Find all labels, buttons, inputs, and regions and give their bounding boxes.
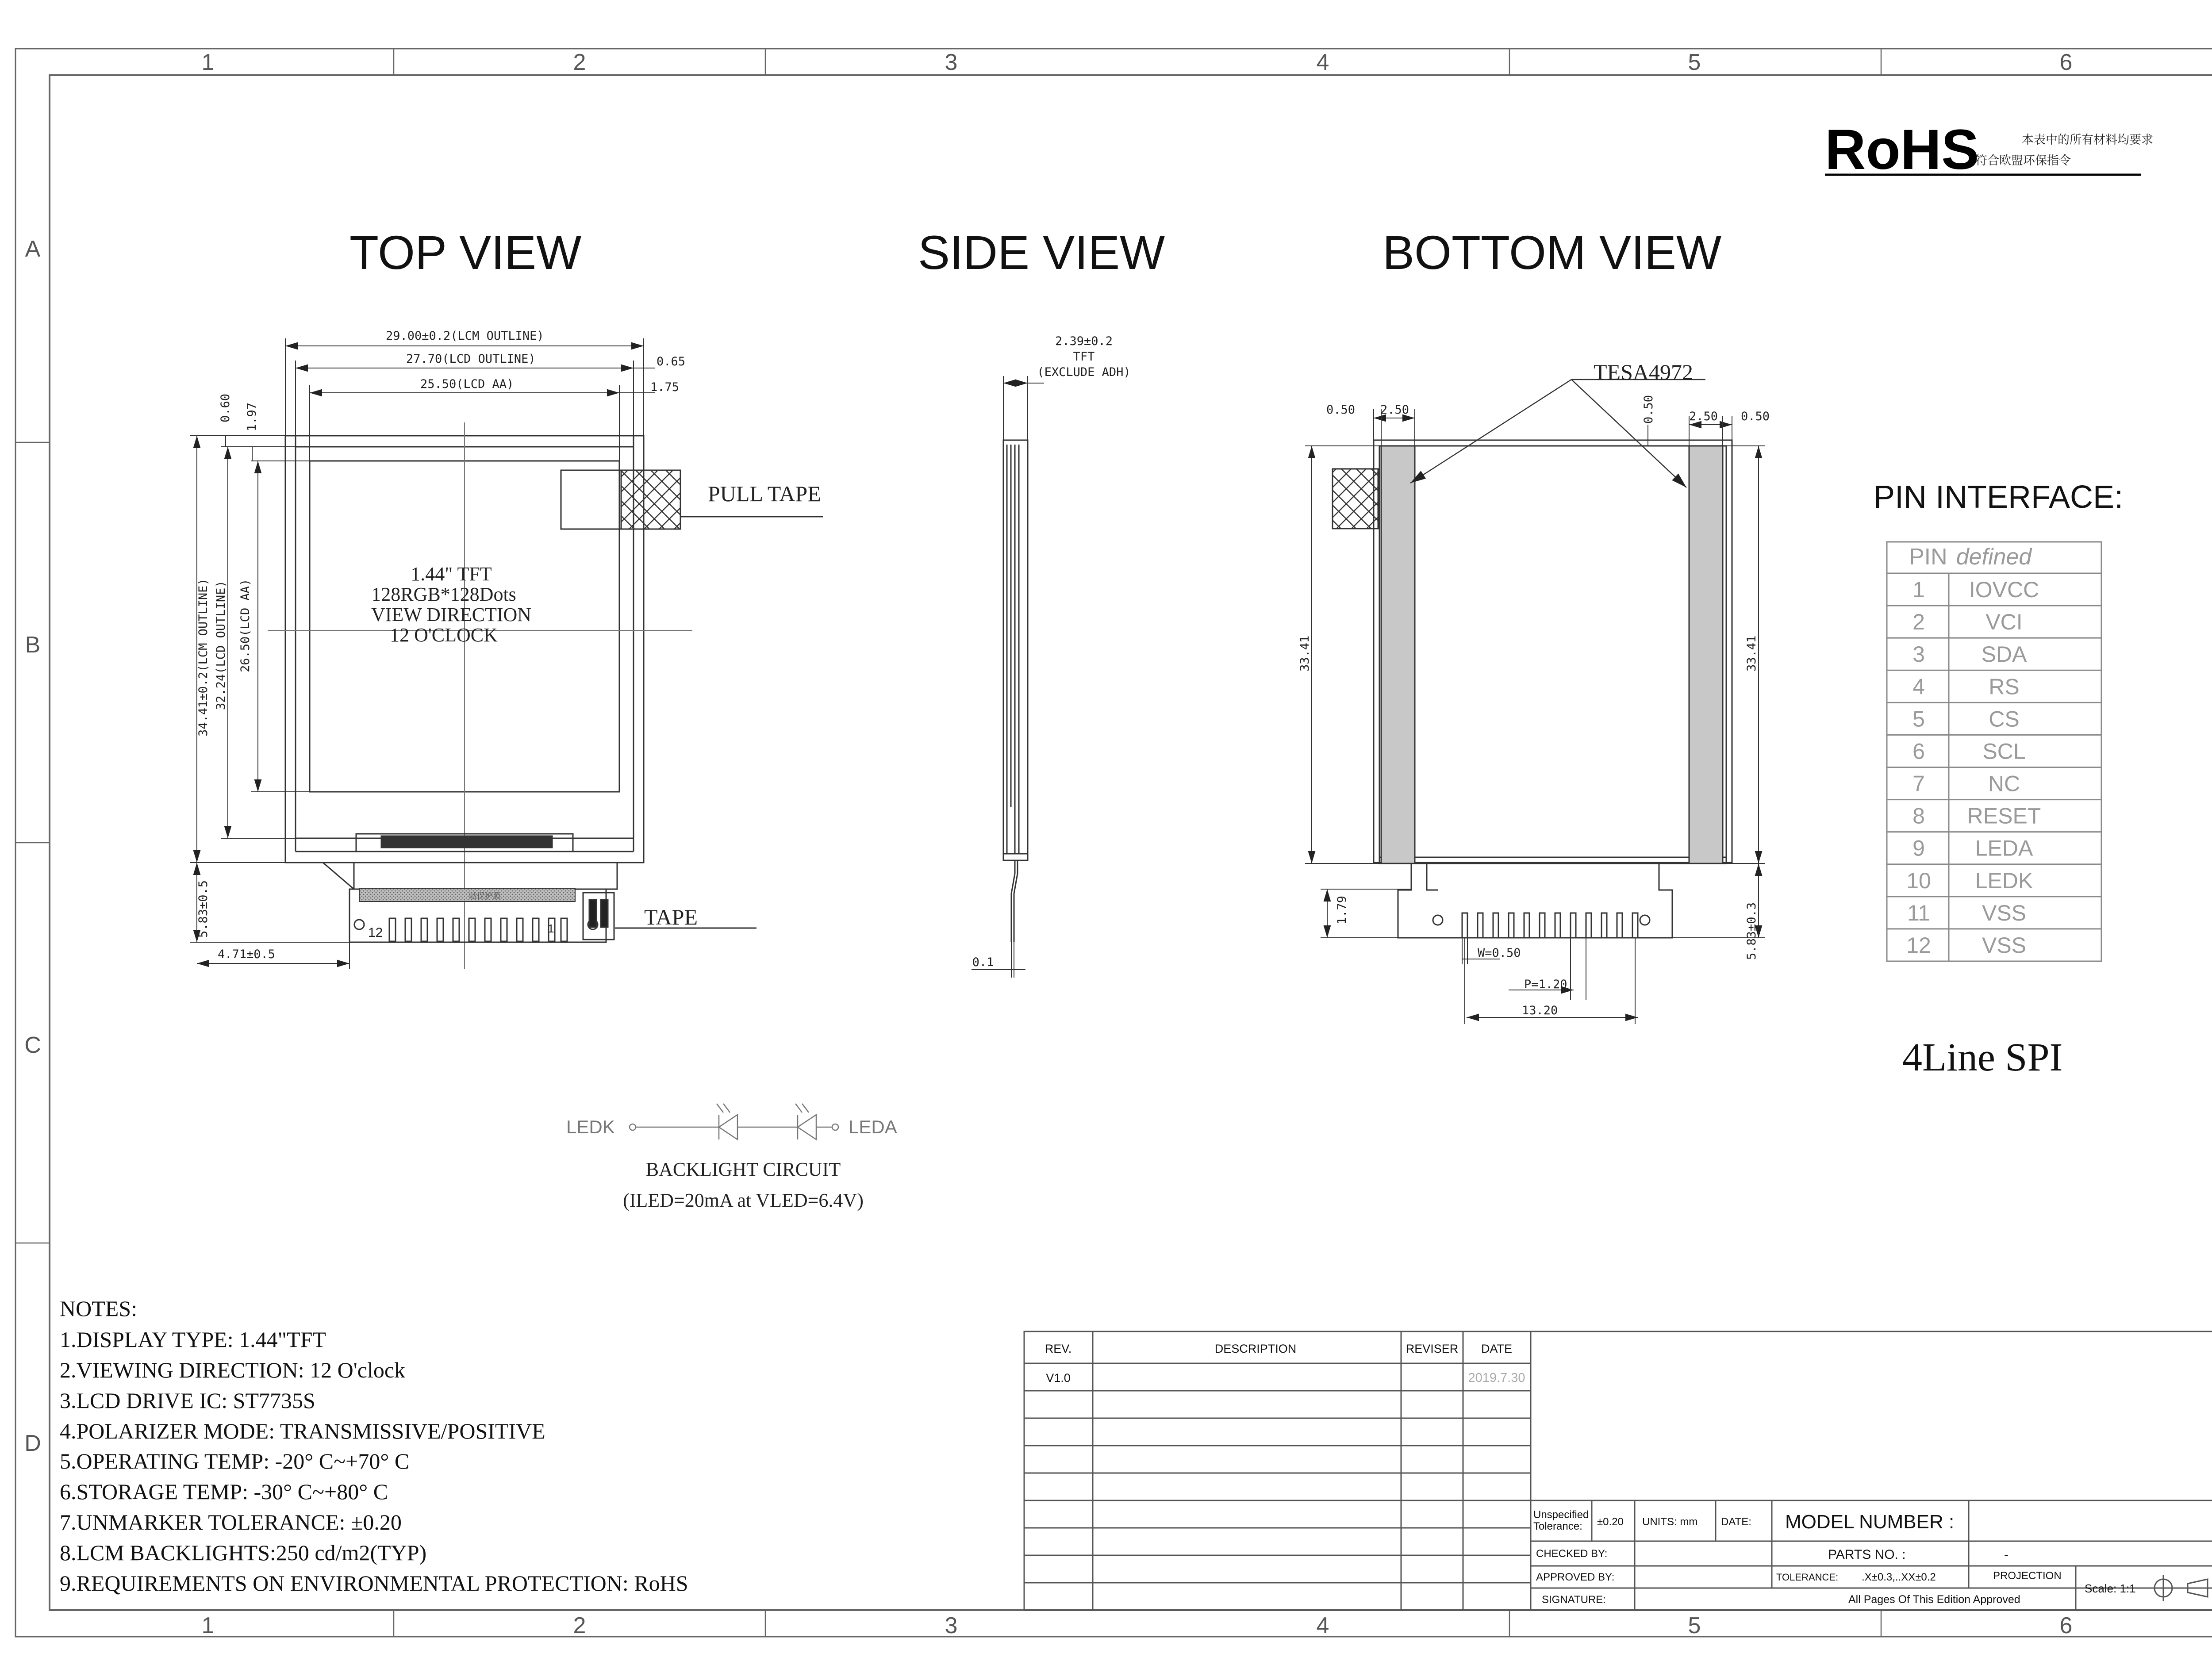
dim-exclude: (EXCLUDE ADH) bbox=[1037, 365, 1131, 379]
column-label: 1 bbox=[201, 1613, 215, 1638]
dim-471: 4.71±0.5 bbox=[218, 948, 276, 961]
tolerance-spec: .X±0.3,..XX±0.2 bbox=[1862, 1571, 1936, 1583]
dim-01: 0.1 bbox=[972, 955, 994, 969]
dim-050-right: 0.50 bbox=[1741, 410, 1770, 423]
backlight-condition: (ILED=20mA at VLED=6.4V) bbox=[623, 1189, 864, 1211]
projection-label: PROJECTION bbox=[1993, 1570, 2062, 1582]
dim-v-lcm: 34.41±0.2(LCM OUTLINE) bbox=[196, 578, 210, 737]
lcd-desc-line3: VIEW DIRECTION bbox=[371, 604, 532, 625]
fpc-pins bbox=[389, 918, 567, 941]
date-label: DATE: bbox=[1721, 1516, 1751, 1528]
date-header: DATE bbox=[1481, 1342, 1513, 1355]
model-number-label: MODEL NUMBER : bbox=[1785, 1511, 1955, 1533]
dim-179: 1.79 bbox=[1335, 895, 1349, 925]
pin-number: 11 bbox=[1907, 900, 1930, 925]
top-view-dimensions bbox=[190, 338, 655, 969]
view-titles bbox=[349, 226, 1721, 279]
dim-583-bottom: 5.83±0.3 bbox=[1745, 902, 1759, 960]
dim-lcm-outline: 29.00±0.2(LCM OUTLINE) bbox=[386, 329, 544, 343]
pin-name: SDA bbox=[1981, 642, 2027, 667]
top-view-labels bbox=[196, 329, 821, 961]
dim-thickness: 2.39±0.2 bbox=[1055, 334, 1113, 348]
bottom-fpc-pins bbox=[1462, 913, 1638, 938]
title-block bbox=[1531, 1331, 2212, 1610]
column-label: 6 bbox=[2059, 50, 2073, 75]
pin-name: CS bbox=[1989, 706, 2020, 732]
note-item: 8.LCM BACKLIGHTS:250 cd/m2(TYP) bbox=[60, 1540, 427, 1565]
checked-by-label: CHECKED BY: bbox=[1536, 1548, 1608, 1560]
pin-number: 12 bbox=[1906, 932, 1931, 958]
pin-name: VSS bbox=[1982, 932, 2027, 958]
pin-name: VCI bbox=[1985, 610, 2023, 635]
dim-tft: TFT bbox=[1073, 350, 1095, 364]
column-label: 3 bbox=[945, 1613, 958, 1638]
column-label: 2 bbox=[573, 1613, 586, 1638]
all-pages-note: All Pages Of This Edition Approved bbox=[1848, 1593, 2020, 1606]
note-item: 4.POLARIZER MODE: TRANSMISSIVE/POSITIVE bbox=[60, 1419, 545, 1443]
dim-3341-left: 33.41 bbox=[1298, 635, 1312, 671]
tesa-label: TESA4972 bbox=[1594, 360, 1693, 384]
signature-label: SIGNATURE: bbox=[1542, 1594, 1606, 1606]
sheet-frame bbox=[15, 49, 2212, 1637]
dim-060: 0.60 bbox=[219, 393, 232, 422]
dim-lcd-aa: 25.50(LCD AA) bbox=[420, 377, 514, 391]
pin-name: VSS bbox=[1982, 900, 2027, 925]
dim-1320: 13.20 bbox=[1522, 1004, 1558, 1017]
column-label: 3 bbox=[945, 50, 958, 75]
dim-250-left: 2.50 bbox=[1380, 403, 1409, 417]
dim-065: 0.65 bbox=[657, 355, 686, 368]
dim-lcd-outline: 27.70(LCD OUTLINE) bbox=[406, 352, 536, 366]
tolerance-value-cell: ±0.20 bbox=[1597, 1516, 1624, 1528]
parts-no-value: - bbox=[2004, 1547, 2008, 1562]
note-item: 6.STORAGE TEMP: -30° C~+80° C bbox=[60, 1479, 388, 1504]
lcd-desc-line1: 1.44" TFT bbox=[411, 563, 492, 585]
pin-number: 10 bbox=[1906, 868, 1931, 893]
pin-header-defined: defined bbox=[1956, 544, 2032, 570]
pin-number: 9 bbox=[1912, 836, 1925, 861]
rev-value: V1.0 bbox=[1046, 1371, 1071, 1385]
rev-date: 2019.7.30 bbox=[1468, 1371, 1525, 1385]
rohs-logo: RoHS bbox=[1825, 118, 1979, 181]
pin-header bbox=[1909, 544, 2032, 570]
tolerance-label: TOLERANCE: bbox=[1776, 1572, 1839, 1583]
row-label: C bbox=[24, 1032, 41, 1058]
top-view-title: TOP VIEW bbox=[349, 226, 582, 279]
leda-label: LEDA bbox=[849, 1116, 897, 1137]
rohs-note-line2: 符合欧盟环保指令 bbox=[1975, 154, 2071, 168]
dim-w: W=0.50 bbox=[1478, 946, 1521, 960]
pull-tape-label: PULL TAPE bbox=[708, 481, 821, 506]
note-item: 1.DISPLAY TYPE: 1.44"TFT bbox=[60, 1327, 326, 1352]
side-view bbox=[1003, 440, 1028, 942]
note-item: 5.OPERATING TEMP: -20° C~+70° C bbox=[60, 1449, 410, 1473]
pin-number: 1 bbox=[1912, 577, 1925, 602]
reviser-header: REVISER bbox=[1406, 1342, 1459, 1355]
side-view-title: SIDE VIEW bbox=[918, 226, 1165, 279]
pin-number: 6 bbox=[1912, 739, 1925, 764]
dim-583: 5.83±0.5 bbox=[196, 880, 210, 938]
note-item: 2.VIEWING DIRECTION: 12 O'clock bbox=[60, 1358, 406, 1382]
pin-name: LEDK bbox=[1975, 868, 2033, 893]
row-label: A bbox=[25, 236, 41, 262]
rev-header: REV. bbox=[1045, 1342, 1072, 1355]
pin-rows bbox=[1887, 573, 2101, 958]
approved-by-label: APPROVED BY: bbox=[1536, 1571, 1615, 1583]
notes bbox=[60, 1296, 688, 1596]
row-label: D bbox=[24, 1431, 41, 1456]
pin-number: 7 bbox=[1912, 771, 1925, 796]
pin-name: NC bbox=[1988, 771, 2020, 796]
column-label: 4 bbox=[1316, 50, 1329, 75]
parts-no-label: PARTS NO. : bbox=[1828, 1547, 1906, 1562]
lcd-desc-line4: 12 O'CLOCK bbox=[390, 624, 498, 646]
unspecified-line1: Unspecified bbox=[1533, 1509, 1589, 1521]
pin-interface bbox=[1874, 480, 2123, 1079]
pin-name: LEDA bbox=[1975, 836, 2033, 861]
units-label: UNITS: mm bbox=[1642, 1516, 1698, 1528]
tape-label: TAPE bbox=[644, 905, 698, 929]
side-view-labels bbox=[972, 334, 1131, 969]
pin-number: 4 bbox=[1912, 674, 1925, 699]
notes-heading: NOTES: bbox=[60, 1296, 137, 1321]
fpc-pin12-label: 12 bbox=[368, 925, 383, 940]
column-label: 4 bbox=[1316, 1613, 1329, 1638]
unspecified-line2: Tolerance: bbox=[1533, 1520, 1582, 1532]
bottom-view-title: BOTTOM VIEW bbox=[1382, 226, 1722, 279]
lcd-desc-line2: 128RGB*128Dots bbox=[371, 583, 516, 605]
rohs-mark bbox=[1825, 118, 2153, 181]
fpc-pin1-label: 1 bbox=[548, 922, 554, 935]
dim-050-left: 0.50 bbox=[1326, 403, 1356, 417]
pin-number: 2 bbox=[1912, 610, 1925, 635]
dim-p: P=1.20 bbox=[1524, 978, 1567, 991]
rohs-note-line1: 本表中的所有材料均要求 bbox=[2022, 133, 2153, 147]
column-label: 2 bbox=[573, 50, 586, 75]
revision-table bbox=[1024, 1331, 1531, 1610]
dim-050-v: 0.50 bbox=[1642, 395, 1655, 424]
frame-labels bbox=[24, 50, 2212, 1638]
pin-number: 8 bbox=[1912, 803, 1925, 829]
column-label: 5 bbox=[1688, 50, 1701, 75]
scale-label: Scale: 1:1 bbox=[2085, 1582, 2136, 1595]
pin-number: 3 bbox=[1912, 642, 1925, 667]
column-label: 1 bbox=[201, 50, 215, 75]
bottom-view bbox=[1333, 380, 1732, 938]
column-label: 5 bbox=[1688, 1613, 1701, 1638]
dim-3341-right: 33.41 bbox=[1745, 635, 1759, 671]
backlight-circuit bbox=[566, 1104, 897, 1211]
dim-v-aa: 26.50(LCD AA) bbox=[238, 579, 252, 672]
pin-number: 5 bbox=[1912, 706, 1925, 732]
fpc-marking: 贴保护膜 bbox=[469, 892, 501, 901]
dim-197: 1.97 bbox=[245, 402, 259, 431]
note-item: 3.LCD DRIVE IC: ST7735S bbox=[60, 1388, 315, 1413]
pin-name: SCL bbox=[1982, 739, 2026, 764]
side-view-dimensions bbox=[972, 376, 1044, 978]
backlight-title: BACKLIGHT CIRCUIT bbox=[645, 1159, 841, 1180]
ledk-label: LEDK bbox=[566, 1116, 615, 1137]
pin-interface-title: PIN INTERFACE: bbox=[1874, 480, 2124, 515]
note-item: 7.UNMARKER TOLERANCE: ±0.20 bbox=[60, 1510, 402, 1535]
row-label: B bbox=[25, 632, 41, 658]
dim-250-right: 2.50 bbox=[1689, 410, 1718, 423]
interface-type: 4Line SPI bbox=[1902, 1036, 2063, 1079]
desc-header: DESCRIPTION bbox=[1214, 1342, 1297, 1355]
pin-name: RS bbox=[1989, 674, 2020, 699]
column-label: 6 bbox=[2059, 1613, 2073, 1638]
note-item: 9.REQUIREMENTS ON ENVIRONMENTAL PROTECTION: RoHS bbox=[60, 1571, 688, 1596]
pin-name: IOVCC bbox=[1969, 577, 2039, 602]
pin-name: RESET bbox=[1967, 803, 2041, 829]
dim-175: 1.75 bbox=[650, 380, 680, 394]
pin-header-pin: PIN bbox=[1909, 544, 1947, 570]
dim-v-lcd: 32.24(LCD OUTLINE) bbox=[214, 580, 228, 710]
